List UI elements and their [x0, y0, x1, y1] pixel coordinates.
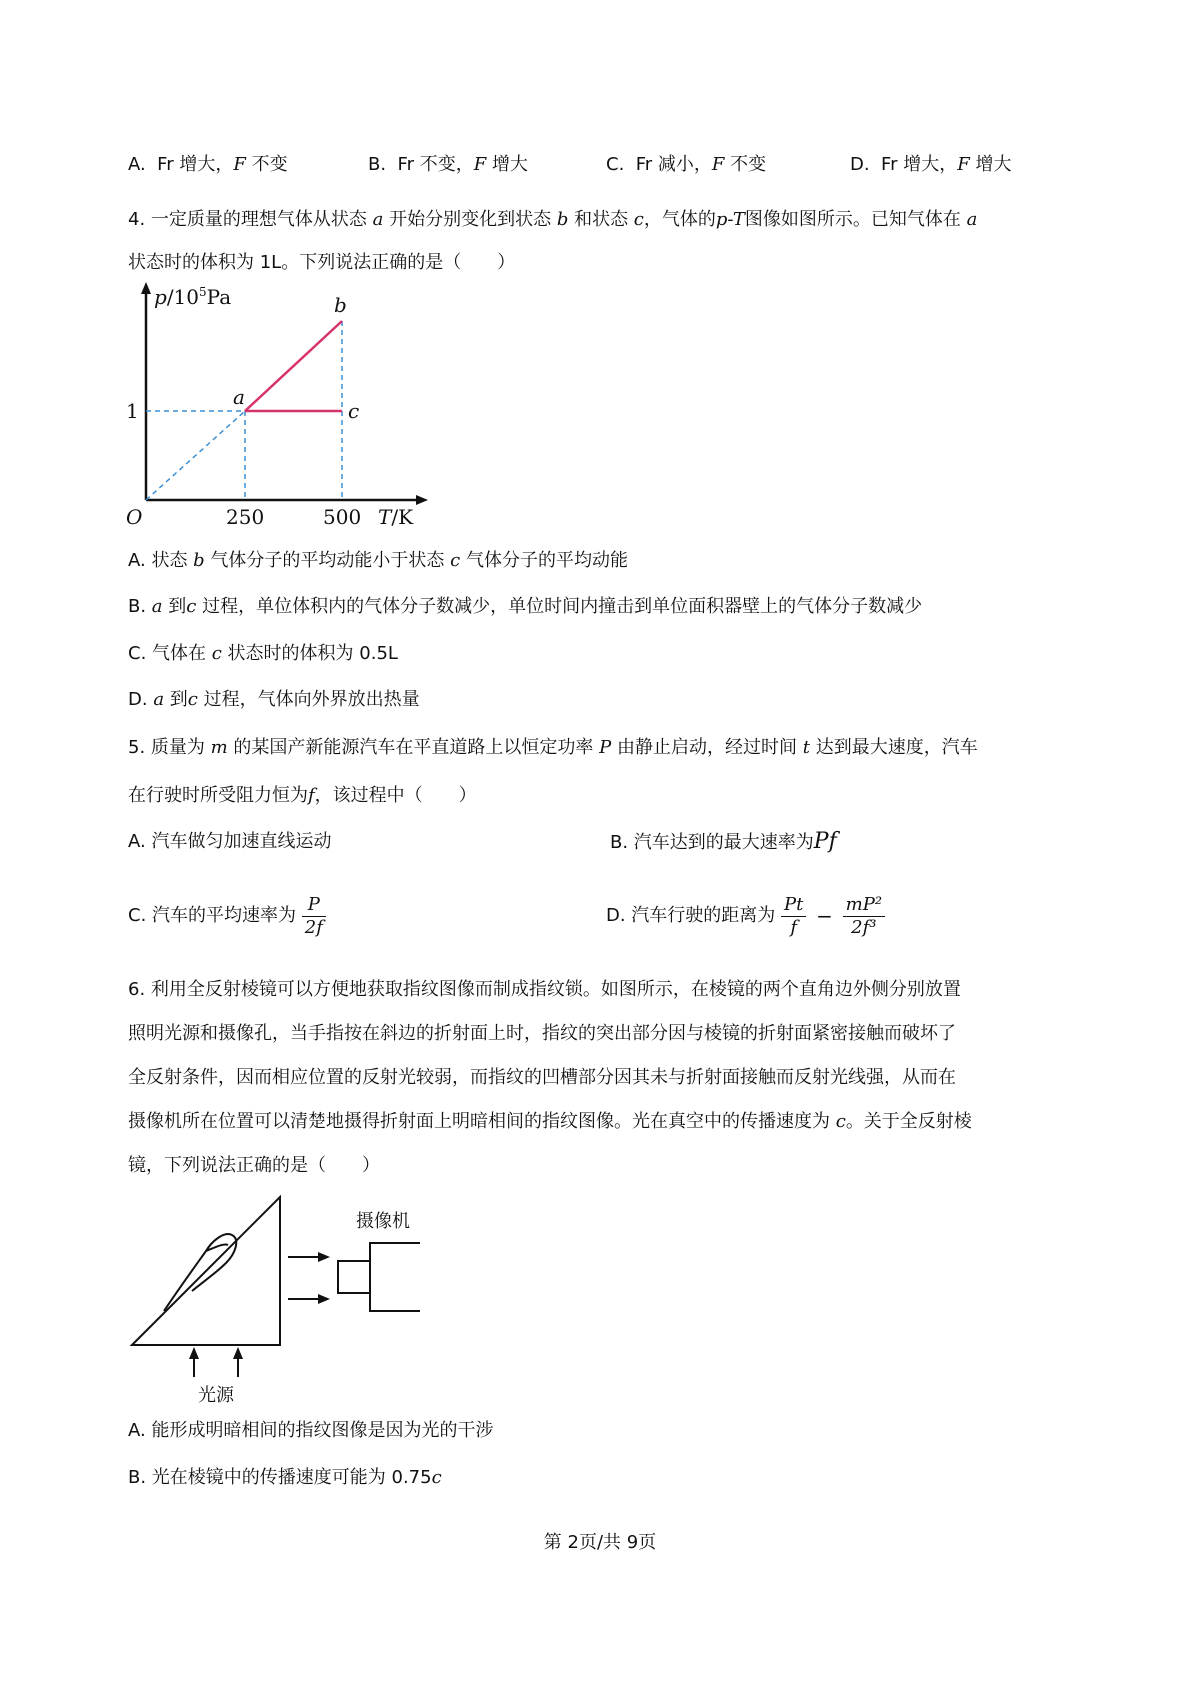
y-tick-1: 1 — [126, 399, 139, 423]
y-axis-arrow — [141, 282, 151, 294]
line-a-to-b — [245, 321, 342, 411]
source-arrowhead-2 — [233, 1347, 243, 1359]
point-b-label: b — [334, 293, 347, 317]
q4-pt-graph — [120, 278, 440, 536]
x-tick-250: 250 — [226, 505, 265, 529]
light-source-label: 光源 — [198, 1385, 234, 1405]
q6-stem-line3: 全反射条件，因而相应位置的反射光较弱，而指纹的凹槽部分因其未与折射面接触而反射光线强，从而在 — [128, 1067, 956, 1088]
dash-origin-a — [146, 411, 245, 500]
q4-option-a: A. 状态 b 气体分子的平均动能小于状态 c 气体分子的平均动能 — [128, 550, 628, 571]
avg-speed-fraction: $\frac{P}{2f}$ — [302, 894, 326, 939]
q6-option-b: B. 光在棱镜中的传播速度可能为 0.75c — [128, 1467, 442, 1488]
y-axis-label: $p/10^5Pa$ — [154, 285, 232, 309]
finger-icon — [164, 1234, 236, 1311]
x-tick-500: 500 — [323, 505, 362, 529]
q4-stem-line2: 状态时的体积为 1L。下列说法正确的是（ ） — [128, 252, 516, 273]
q5-stem-line2: 在行驶时所受阻力恒为f，该过程中（ ） — [128, 785, 477, 806]
q5-stem-line1: 5. 质量为 m 的某国产新能源汽车在平直道路上以恒定功率 P 由静止启动，经过时间 t 达到最大速度，汽车 — [128, 737, 978, 758]
q4-option-d: D. a 到c 过程，气体向外界放出热量 — [128, 689, 420, 710]
point-a-label: a — [233, 385, 245, 409]
q6-option-a: A. 能形成明暗相间的指纹图像是因为光的干涉 — [128, 1420, 494, 1441]
prism — [132, 1197, 280, 1345]
camera-body — [370, 1243, 420, 1311]
arrowhead-bottom — [318, 1294, 330, 1304]
q5-option-a: A. 汽车做匀加速直线运动 — [128, 831, 332, 852]
q5-option-d: D. 汽车行驶的距离为 $\frac{Pt}{f}$ − $\frac{\text{mP²}}{\text{2f³}}$ — [606, 886, 885, 946]
q5-option-c: C. 汽车的平均速率为 $\frac{P}{2f}$ — [128, 886, 326, 946]
q3-option-a: A. Fr 增大，F 不变 — [128, 154, 288, 175]
q3-option-d: D. Fr 增大，F 增大 — [850, 154, 1012, 175]
q3-option-b: B. Fr 不变，F 增大 — [368, 154, 528, 175]
q4-stem-line1: 4. 一定质量的理想气体从状态 a 开始分别变化到状态 b 和状态 c，气体的p-T图像如图所示。已知气体在 a — [128, 209, 978, 230]
q4-option-b: B. a 到c 过程，单位体积内的气体分子数减少，单位时间内撞击到单位面积器壁上的气体分子数减少 — [128, 596, 923, 617]
camera-label: 摄像机 — [356, 1211, 410, 1232]
q6-stem-line1: 6. 利用全反射棱镜可以方便地获取指纹图像而制成指纹锁。如图所示，在棱镜的两个直角边外侧分别放置 — [128, 979, 961, 1000]
q5-option-b: B. 汽车达到的最大速率为Pf — [610, 829, 837, 854]
camera-lens — [338, 1261, 370, 1293]
page-footer: 第 2页/共 9页 — [543, 1532, 657, 1553]
point-c-label: c — [348, 399, 360, 423]
distance-fraction-1: $\frac{Pt}{f}$ — [781, 894, 806, 939]
q6-stem-line5: 镜，下列说法正确的是（ ） — [128, 1155, 380, 1176]
origin-label: O — [126, 505, 143, 529]
x-axis-label: T/K — [378, 505, 414, 529]
source-arrowhead-1 — [189, 1347, 199, 1359]
q6-stem-line2: 照明光源和摄像孔，当手指按在斜边的折射面上时，指纹的突出部分因与棱镜的折射面紧密接触而破坏了 — [128, 1023, 956, 1044]
q4-option-c: C. 气体在 c 状态时的体积为 0.5L — [128, 643, 398, 664]
q3-option-c: C. Fr 减小，F 不变 — [606, 154, 767, 175]
q6-stem-line4: 摄像机所在位置可以清楚地摄得折射面上明暗相间的指纹图像。光在真空中的传播速度为 c。关于全反射棱 — [128, 1111, 972, 1132]
q6-prism-diagram — [120, 1195, 440, 1405]
arrowhead-top — [318, 1252, 330, 1262]
x-axis-arrow — [416, 495, 428, 505]
distance-fraction-2: $\frac{\text{mP²}}{\text{2f³}}$ — [843, 894, 885, 939]
